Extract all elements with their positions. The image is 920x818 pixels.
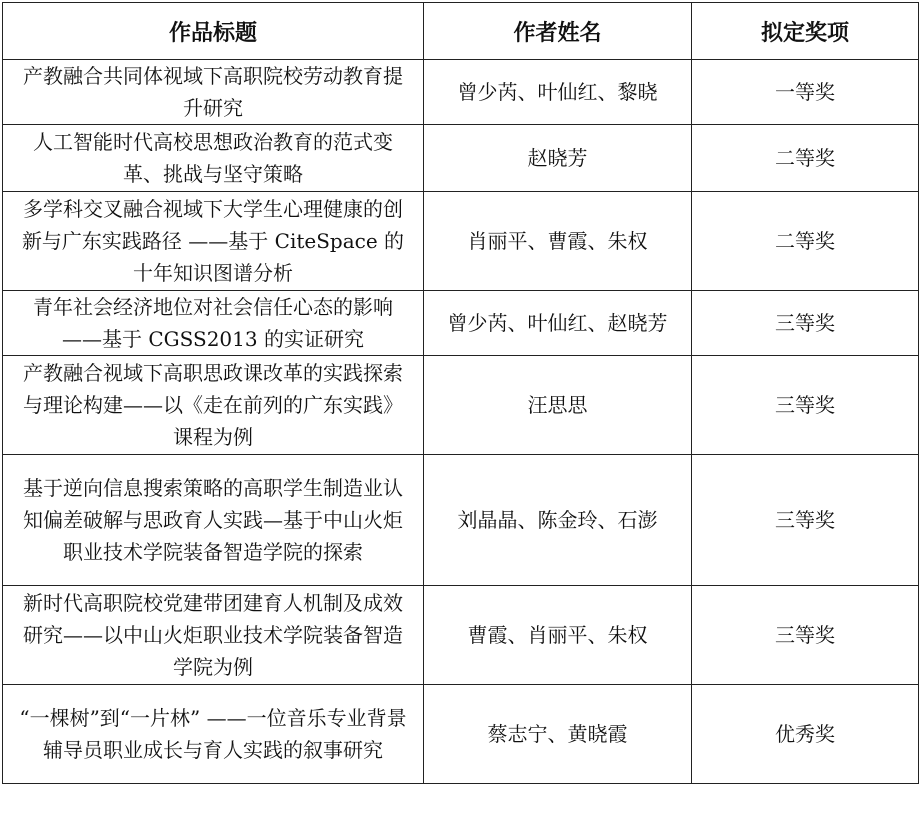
work-title: 基于逆向信息搜索策略的高职学生制造业认知偏差破解与思政育人实践—基于中山火炬职业技术学院装备智造学院的探索 xyxy=(3,455,424,586)
work-title: “一棵树”到“一片林” ——一位音乐专业背景辅导员职业成长与育人实践的叙事研究 xyxy=(3,685,424,784)
work-title: 多学科交叉融合视域下大学生心理健康的创新与广东实践路径 ——基于 CiteSpace 的十年知识图谱分析 xyxy=(3,192,424,291)
author-names: 肖丽平、曹霞、朱权 xyxy=(424,192,692,291)
author-names: 曾少芮、叶仙红、赵晓芳 xyxy=(424,291,692,356)
header-award: 拟定奖项 xyxy=(692,3,919,60)
work-title: 青年社会经济地位对社会信任心态的影响 ——基于 CGSS2013 的实证研究 xyxy=(3,291,424,356)
table-row xyxy=(3,356,919,455)
author-names: 曹霞、肖丽平、朱权 xyxy=(424,586,692,685)
work-title: 产教融合视域下高职思政课改革的实践探索与理论构建——以《走在前列的广东实践》课程为例 xyxy=(3,356,424,455)
awards-table xyxy=(2,2,919,784)
header-row xyxy=(3,3,919,60)
award-level: 优秀奖 xyxy=(692,685,919,784)
work-title: 人工智能时代高校思想政治教育的范式变革、挑战与坚守策略 xyxy=(3,125,424,192)
table-row xyxy=(3,60,919,125)
award-level: 三等奖 xyxy=(692,356,919,455)
author-names: 刘晶晶、陈金玲、石澎 xyxy=(424,455,692,586)
work-title: 产教融合共同体视域下高职院校劳动教育提升研究 xyxy=(3,60,424,125)
work-title: 新时代高职院校党建带团建育人机制及成效研究——以中山火炬职业技术学院装备智造学院为例 xyxy=(3,586,424,685)
table-row xyxy=(3,685,919,784)
author-names: 赵晓芳 xyxy=(424,125,692,192)
award-level: 三等奖 xyxy=(692,586,919,685)
table-row xyxy=(3,455,919,586)
author-names: 汪思思 xyxy=(424,356,692,455)
table-row xyxy=(3,291,919,356)
author-names: 蔡志宁、黄晓霞 xyxy=(424,685,692,784)
award-level: 二等奖 xyxy=(692,192,919,291)
award-level: 一等奖 xyxy=(692,60,919,125)
award-level: 三等奖 xyxy=(692,455,919,586)
award-level: 二等奖 xyxy=(692,125,919,192)
author-names: 曾少芮、叶仙红、黎晓 xyxy=(424,60,692,125)
header-title: 作品标题 xyxy=(3,3,424,60)
table-row xyxy=(3,192,919,291)
award-level: 三等奖 xyxy=(692,291,919,356)
table-row xyxy=(3,586,919,685)
table-row xyxy=(3,125,919,192)
header-author: 作者姓名 xyxy=(424,3,692,60)
